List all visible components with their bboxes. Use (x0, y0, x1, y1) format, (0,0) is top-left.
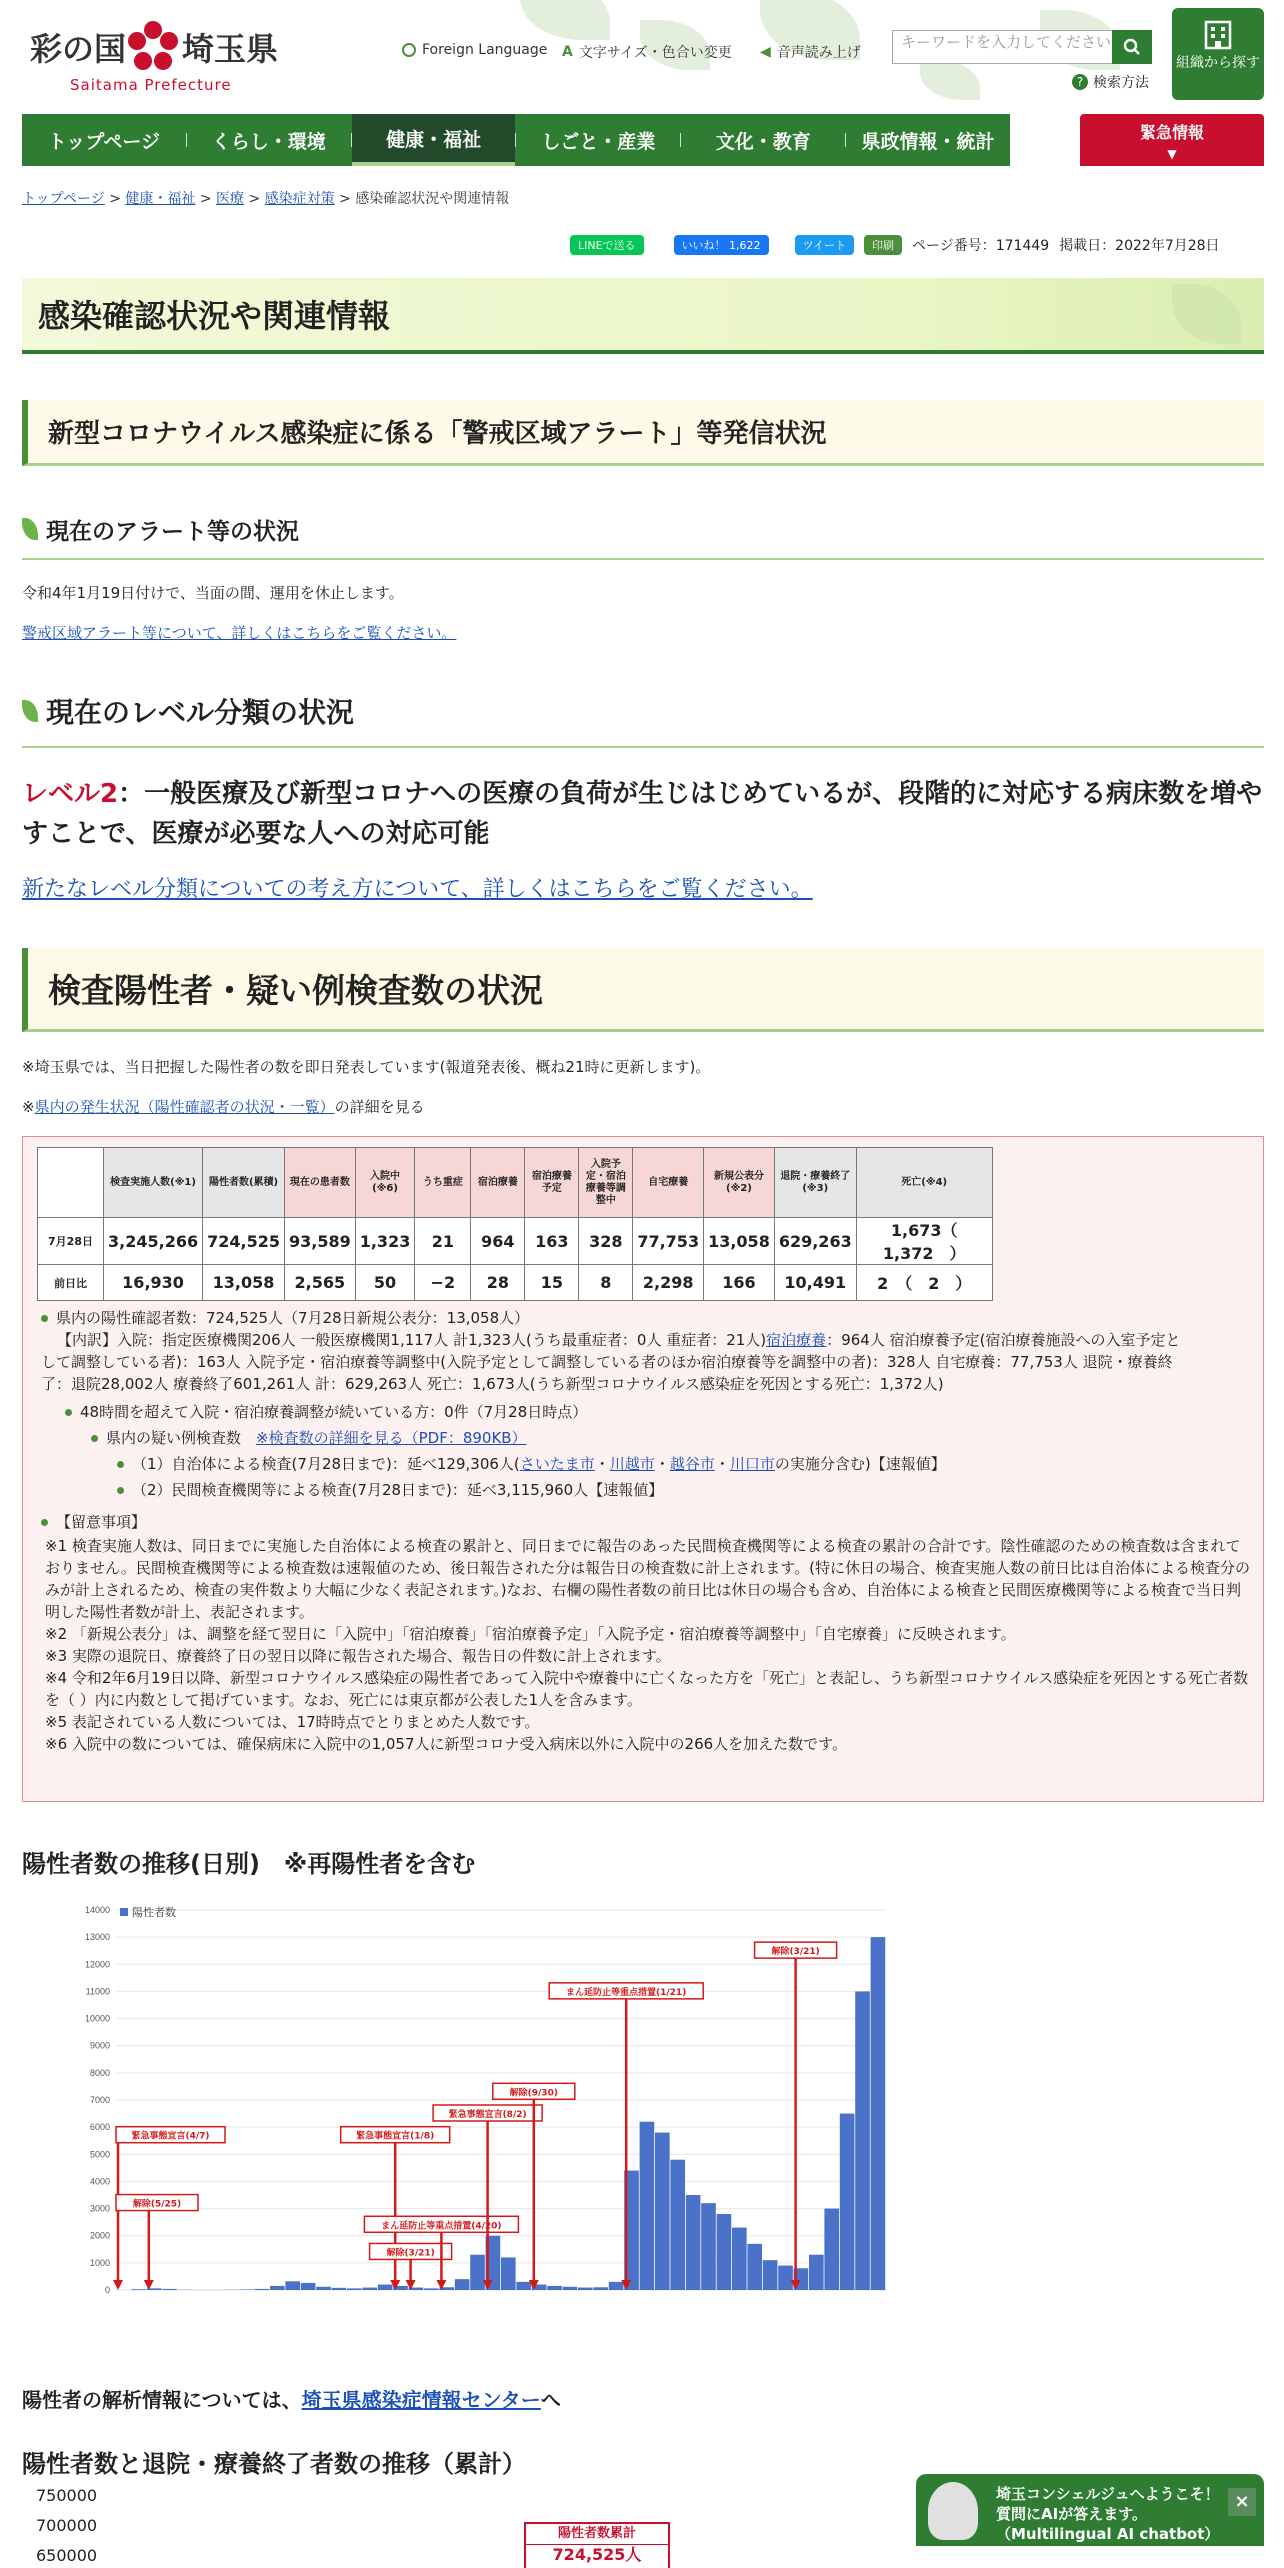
chart-bar (563, 2287, 578, 2290)
notes-title-text: 【留意事項】 (56, 1513, 147, 1531)
chart-bar (824, 2209, 839, 2290)
bullet-icon (65, 1409, 72, 1416)
emergency-label: 緊急情報 (1139, 123, 1204, 142)
chatbot-close-button[interactable]: × (1228, 2488, 1256, 2516)
search-input[interactable]: キーワードを入力してください (892, 30, 1152, 64)
daily-chart-title: 陽性者数の推移(日別) ※再陽性者を含む (22, 1850, 476, 1878)
nav-item-health[interactable]: 健康・福祉 (352, 114, 516, 166)
cell: 21 (415, 1218, 471, 1265)
ytick-label: 7000 (89, 2095, 110, 2105)
nav-item-culture[interactable]: 文化・教育 (715, 130, 811, 153)
cell: 15 (525, 1265, 579, 1301)
org-search-button[interactable] (1172, 8, 1264, 100)
nav-item-govinfo[interactable]: 県政情報・統計 (861, 130, 995, 153)
cumulative-label-box (524, 2522, 670, 2568)
chart-bar (732, 2228, 747, 2290)
annotation-label: 緊急事態宣言(1/8) (356, 2131, 435, 2142)
level-statement (22, 774, 1264, 854)
cell: 1,673（ 1,372 ） (856, 1218, 992, 1265)
cell: 13,058 (203, 1265, 285, 1301)
social-bar (570, 234, 1264, 256)
bullet-icon (117, 1461, 124, 1468)
foreign-language-label: Foreign Language (422, 42, 548, 58)
chart-bar (763, 2260, 778, 2290)
th-home: 自宅療養 (633, 1148, 704, 1218)
cell: 1,323 (355, 1218, 415, 1265)
cell: 10,491 (774, 1265, 856, 1301)
ytick-label: 3000 (89, 2203, 110, 2214)
current-alert-heading-text: 現在のアラート等の状況 (46, 518, 299, 545)
cell: 2 （ 2 ） (856, 1265, 992, 1301)
table-corner (38, 1148, 104, 1218)
cell: 16,930 (104, 1265, 203, 1301)
cumulative-chart-title: 陽性者数と退院・療養終了者数の推移（累計） (22, 2450, 526, 2478)
logo-text-2: 埼玉県 (182, 30, 279, 68)
note-item: ※1 検査実施人数は、同日までに実施した自治体による検査の累計と、同日までに報告のあった民間検査機関等による検査の累計の合計です。陰性確認のための検査数は含まれておりません。民間検査機関等による検査数は速報値のため、後日報告された分は報告日の検査数に計上されます。(特に休日の場合、検査実施人数の前日比は自治体による検査分のみが計上されるため、検査の実件数より大幅に少なく表記されます。)なお、右欄の陽性者数の前日比は休日の場合も含め、自治体による検査と民間医療機関等による検査で当日判明した陽性者数が計上、表記されます。 (45, 1537, 1250, 1621)
ytick-label: 13000 (84, 1932, 110, 1943)
annotation-label: 緊急事態宣言(4/7) (131, 2131, 210, 2142)
ytick-label: 14000 (84, 1905, 110, 1915)
hotel-link[interactable]: 宿泊療養 (766, 1331, 827, 1349)
ytick: 700000 (36, 2516, 98, 2535)
cell: 2,298 (633, 1265, 704, 1301)
ytick-label: 6000 (89, 2122, 110, 2133)
breadcrumb-health[interactable]: 健康・福祉 (125, 191, 196, 207)
foreign-language-link[interactable] (402, 42, 547, 58)
level-heading (22, 676, 1264, 748)
th-positives: 陽性者数(累積) (203, 1148, 285, 1218)
infection-center-link[interactable]: 埼玉県感染症情報センター (301, 2388, 541, 2412)
cell: 964 (471, 1218, 525, 1265)
chart-bar (470, 2255, 485, 2290)
note-item: ※6 入院中の数については、確保病床に入院中の1,057人に新型コロナ受入病床以外に入院中の266人を加えた数です。 (45, 1735, 847, 1753)
chart-bar (578, 2288, 593, 2290)
note-item: ※5 表記されている人数については、17時時点でとりまとめた人数です。 (45, 1713, 540, 1731)
help-icon: ? (1072, 74, 1088, 90)
breakdown-c: して調整している者)：163人 入院予定・宿泊療養等調整中(入院予定として調整している者のほか宿泊療養等を調整中の者)：328人 自宅療養：77,753人 退院・療養終 (41, 1353, 1173, 1371)
chart-bar (871, 1937, 886, 2290)
chart-bar (840, 2114, 855, 2290)
note-mark: ※ (22, 1098, 35, 1116)
adjustment-item (65, 1401, 587, 1423)
chart-bar (347, 2288, 362, 2290)
ytick-label: 5000 (89, 2149, 110, 2160)
chart-bar (717, 2214, 732, 2290)
section-alert-title (22, 400, 1264, 466)
chart-bar (270, 2286, 285, 2290)
chart-bar (362, 2288, 377, 2290)
municipal-tests-tail: の実施分含む)【速報値】 (774, 1455, 946, 1473)
cell: 28 (471, 1265, 525, 1301)
note-item: ※3 実際の退院日、療養終了日の翌日以降に報告された場合、報告日の件数に計上されます。 (45, 1647, 671, 1665)
page-number: ページ番号：171449 (912, 238, 1050, 254)
font-size-link[interactable] (562, 42, 732, 62)
ytick-label: 12000 (84, 1959, 110, 1970)
chart-bar (655, 2133, 670, 2290)
site-logo[interactable] (30, 14, 290, 98)
breadcrumb: トップページ > 健康・福祉 > 医療 > 感染症対策 > 感染確認状況や関連情報 (22, 191, 510, 207)
level-details-link[interactable]: 新たなレベル分類についての考え方について、詳しくはこちらをご覧ください。 (22, 877, 813, 902)
annotation-label: まん延防止等重点措置(1/21) (566, 1987, 687, 1998)
chart-bar (547, 2286, 562, 2290)
chart-bar (239, 2289, 254, 2290)
bullet-icon (41, 1315, 48, 1322)
th-discharged: 退院・療養終了(※3) (774, 1148, 856, 1218)
analysis-pre: 陽性者の解析情報については、 (22, 2388, 302, 2412)
breadcrumb-medical[interactable]: 医療 (216, 191, 245, 207)
legend-swatch (120, 1908, 128, 1916)
level-description: ：一般医療及び新型コロナへの医療の負荷が生じはじめているが、段階的に対応する病床数を増やすことで、医療が必要な人への対応可能 (22, 779, 1263, 849)
line-share-button[interactable]: LINEで送る (570, 235, 644, 255)
org-search-label: 組織から探す (1176, 55, 1260, 71)
nav-item-top[interactable]: トップページ (47, 130, 161, 153)
notes-title (41, 1511, 146, 1533)
voice-link[interactable] (760, 42, 861, 62)
chart-bar (778, 2266, 793, 2290)
facebook-like-button[interactable]: いいね！ 1,622 (674, 235, 769, 255)
chart-bar (809, 2255, 824, 2290)
suspected-tests-item (91, 1427, 527, 1449)
ytick: 750000 (36, 2486, 98, 2505)
search-icon (1123, 38, 1141, 56)
cell: 13,058 (704, 1218, 775, 1265)
annotation-label: 解除(5/25) (132, 2199, 182, 2210)
chatbot-line2: 質問にAIが答えます。 (996, 2505, 1147, 2523)
th-adjusting: 入院予定・宿泊療養等調整中 (579, 1148, 633, 1218)
chart-bar (332, 2288, 347, 2290)
chart-bar (670, 2160, 685, 2290)
private-tests-item (117, 1479, 663, 1501)
chart-bar (316, 2287, 331, 2290)
koshigaya-link[interactable]: 越谷市 (669, 1455, 715, 1473)
section-tests-title (22, 948, 1264, 1032)
chart-bar (162, 2289, 177, 2290)
ytick-label: 4000 (89, 2176, 110, 2187)
page-title-text: 感染確認状況や関連情報 (38, 297, 391, 335)
ytick-label: 11000 (85, 1986, 110, 1997)
cell: 724,525 (203, 1218, 285, 1265)
cell: 163 (525, 1218, 579, 1265)
breakdown-a: 【内訳】入院：指定医療機関206人 一般医療機関1,117人 計1,323人(うち最重症者：0人 重症者：21人) (57, 1331, 767, 1349)
logo-flower-icon (126, 20, 180, 74)
chart-bar (747, 2244, 762, 2290)
search-method-link[interactable] (1072, 72, 1149, 92)
alert-details-link[interactable]: 警戒区域アラート等について、詳しくはこちらをご覧ください。 (22, 624, 457, 642)
annotation-label: 解除(3/21) (386, 2248, 435, 2259)
chart-bar (640, 2122, 655, 2290)
ytick-label: 1000 (89, 2257, 110, 2268)
cell: 2,565 (284, 1265, 355, 1301)
breakdown-d: 了：退院28,002人 療養終了601,261人 計：629,263人 死亡：1,673人(うち新型コロナウイルス感染症を死因とする死亡：1,372人) (41, 1375, 944, 1393)
level-heading-text: 現在のレベル分類の状況 (46, 696, 355, 729)
update-note: ※埼玉県では、当日把握した陽性者の数を即日発表しています(報道発表後、概ね21時に更新します)。 (22, 1058, 711, 1076)
chart-bar (378, 2285, 393, 2290)
chart-bar (285, 2281, 300, 2290)
section-alert-title-text: 新型コロナウイルス感染症に係る「警戒区域アラート」等発信状況 (48, 419, 827, 449)
chart-bar (593, 2287, 608, 2290)
text-size-icon: A (562, 44, 573, 60)
global-nav (22, 114, 1010, 166)
note-item: ※2 「新規公表分」は、調整を経て翌日に「入院中」「宿泊療養」「宿泊療養予定」「入院予定・宿泊療養等調整中」「自宅療養」に反映されます。 (45, 1625, 1016, 1643)
kawagoe-link[interactable]: 川越市 (609, 1455, 655, 1473)
leaf-icon (22, 700, 38, 722)
th-inpatient: 入院中(※6) (355, 1148, 415, 1218)
cell: 3,245,266 (104, 1218, 203, 1265)
status-table (37, 1147, 993, 1301)
cell: 77,753 (633, 1218, 704, 1265)
analysis-post: へ (540, 2388, 561, 2412)
adjustment-text: 48時間を超えて入院・宿泊療養調整が続いている方：0件（7月28日時点） (80, 1403, 588, 1421)
leaf-icon (22, 518, 38, 540)
chart-bar (131, 2289, 146, 2290)
level-badge: レベル2 (22, 779, 119, 809)
test-details-pdf-link[interactable]: ※検査数の詳細を見る（PDF：890KB） (256, 1429, 527, 1447)
positives-count: 県内の陽性確認者数：724,525人（7月28日新規公表分：13,058人） (56, 1309, 530, 1327)
breakdown-b: ：964人 宿泊療養予定(宿泊療養施設への入室予定と (826, 1331, 1181, 1349)
chart-bar (424, 2288, 439, 2290)
page-title (22, 278, 1264, 354)
municipal-tests-text: （1）自治体による検査(7月28日まで)：延べ129,306人( (132, 1455, 520, 1473)
tweet-button[interactable]: ツイート (795, 235, 854, 255)
current-alert-heading (22, 500, 1264, 560)
private-tests-text: （2）民間検査機関等による検査(7月28日まで)：延べ3,115,960人【速報値】 (132, 1481, 664, 1499)
search-button[interactable] (1112, 30, 1152, 64)
th-tests: 検査実施人数(※1) (104, 1148, 203, 1218)
suspected-tests-label: 県内の疑い例検査数 (106, 1429, 242, 1447)
annotation-label: 解除(3/21) (771, 1947, 820, 1958)
th-severe: うち重症 (415, 1148, 471, 1218)
legend-label: 陽性者数 (132, 1907, 176, 1919)
th-deaths: 死亡(※4) (856, 1148, 992, 1218)
table-row (38, 1265, 993, 1301)
search-method-label: 検索方法 (1093, 75, 1149, 91)
chatbot-line1: 埼玉コンシェルジュへようこそ！ (996, 2485, 1220, 2503)
cumulative-label: 陽性者数累計 (526, 2524, 668, 2545)
chart-bar (686, 2195, 701, 2290)
chart-bar (455, 2279, 470, 2290)
nav-item-life[interactable]: くらし・環境 (211, 130, 326, 153)
publish-date: 掲載日：2022年7月28日 (1059, 238, 1220, 254)
logo-text-1: 彩の国 (30, 30, 127, 68)
annotation-label: 緊急事態宣言(8/2) (448, 2110, 527, 2120)
th-new: 新規公表分(※2) (704, 1148, 775, 1218)
notes-list (45, 1535, 1255, 1755)
bullet-icon (117, 1487, 124, 1494)
chart-bar (855, 1991, 870, 2290)
nav-item-work[interactable]: しごと・産業 (541, 130, 656, 153)
cumulative-chart (22, 2486, 902, 2568)
ytick-label: 8000 (89, 2067, 110, 2078)
chatbot-widget[interactable] (916, 2474, 1264, 2546)
positives-summary (41, 1307, 1251, 1395)
status-list-note (22, 1096, 425, 1117)
ytick-label: 10000 (84, 2013, 110, 2024)
table-row (38, 1218, 993, 1265)
bullet-icon (41, 1519, 48, 1526)
status-box (22, 1136, 1264, 1802)
kawaguchi-link[interactable]: 川口市 (729, 1455, 775, 1473)
row-label: 前日比 (38, 1265, 104, 1301)
chatbot-line3: （Multilingual AI chatbot） (996, 2525, 1220, 2543)
cell: 166 (704, 1265, 775, 1301)
note-item: ※4 令和2年6月19日以降、新型コロナウイルス感染症の陽性者であって入院中や療養中に亡くなった方を「死亡」と表記し、うち新型コロナウイルス感染症を死因とする死亡者数を（ ）内に内数として掲げています。なお、死亡には東京都が公表した1人を含みます。 (45, 1669, 1249, 1709)
chart-bar (516, 2282, 531, 2290)
th-hotel-plan: 宿泊療養予定 (525, 1148, 579, 1218)
breadcrumb-home[interactable]: トップページ (22, 191, 105, 207)
annotation-label: まん延防止等重点措置(4/20) (381, 2221, 502, 2232)
daily-positives-chart (56, 1890, 896, 2350)
cell: 93,589 (284, 1218, 355, 1265)
cell: −2 (415, 1265, 471, 1301)
ytick: 650000 (36, 2546, 98, 2565)
section-tests-title-text: 検査陽性者・疑い例検査数の状況 (48, 971, 543, 1010)
row-label: 7月28日 (38, 1218, 104, 1265)
print-button[interactable]: 印刷 (864, 235, 902, 255)
chevron-down-icon: ▼ (1167, 147, 1177, 161)
robot-icon (928, 2482, 978, 2540)
status-list-link[interactable]: 県内の発生状況（陽性確認者の状況・一覧） (34, 1098, 335, 1116)
chart-bar (609, 2282, 624, 2290)
th-hotel: 宿泊療養 (471, 1148, 525, 1218)
cell: 629,263 (774, 1218, 856, 1265)
saitama-city-link[interactable]: さいたま市 (519, 1455, 595, 1473)
annotation-label: 解除(9/30) (509, 2088, 558, 2099)
cell: 328 (579, 1218, 633, 1265)
chart-bar (255, 2289, 270, 2290)
analysis-info (22, 2384, 561, 2413)
voice-label: 音声読み上げ (776, 45, 861, 61)
building-icon (1202, 20, 1234, 50)
alert-status-text: 令和4年1月19日付けで、当面の間、運用を休止します。 (22, 584, 404, 602)
emergency-info-button[interactable] (1080, 114, 1264, 166)
breadcrumb-infection[interactable]: 感染症対策 (264, 191, 335, 207)
site-header (0, 0, 1284, 108)
logo-subtitle: Saitama Prefecture (70, 76, 232, 94)
chart-bar (701, 2203, 716, 2290)
breadcrumb-current: 感染確認状況や関連情報 (355, 191, 510, 207)
chart-bar (501, 2257, 516, 2290)
municipal-tests-item: （1）自治体による検査(7月28日まで)：延べ129,306人(さいたま市・川越市・越谷市・川口市の実施分含む)【速報値】 (117, 1453, 946, 1475)
cell: 50 (355, 1265, 415, 1301)
speaker-icon: ◀ (760, 44, 771, 60)
bullet-icon (91, 1435, 98, 1442)
th-current: 現在の患者数 (284, 1148, 355, 1218)
cell: 8 (579, 1265, 633, 1301)
cumulative-value: 724,525人 (552, 2545, 642, 2564)
globe-icon (402, 43, 416, 57)
note-tail: の詳細を見る (334, 1098, 425, 1116)
ytick-label: 9000 (89, 2040, 110, 2051)
font-size-label: 文字サイズ・色合い変更 (578, 45, 732, 61)
ytick-label: 2000 (89, 2230, 110, 2241)
ytick-label: 0 (104, 2285, 110, 2295)
chart-bar (301, 2283, 316, 2290)
